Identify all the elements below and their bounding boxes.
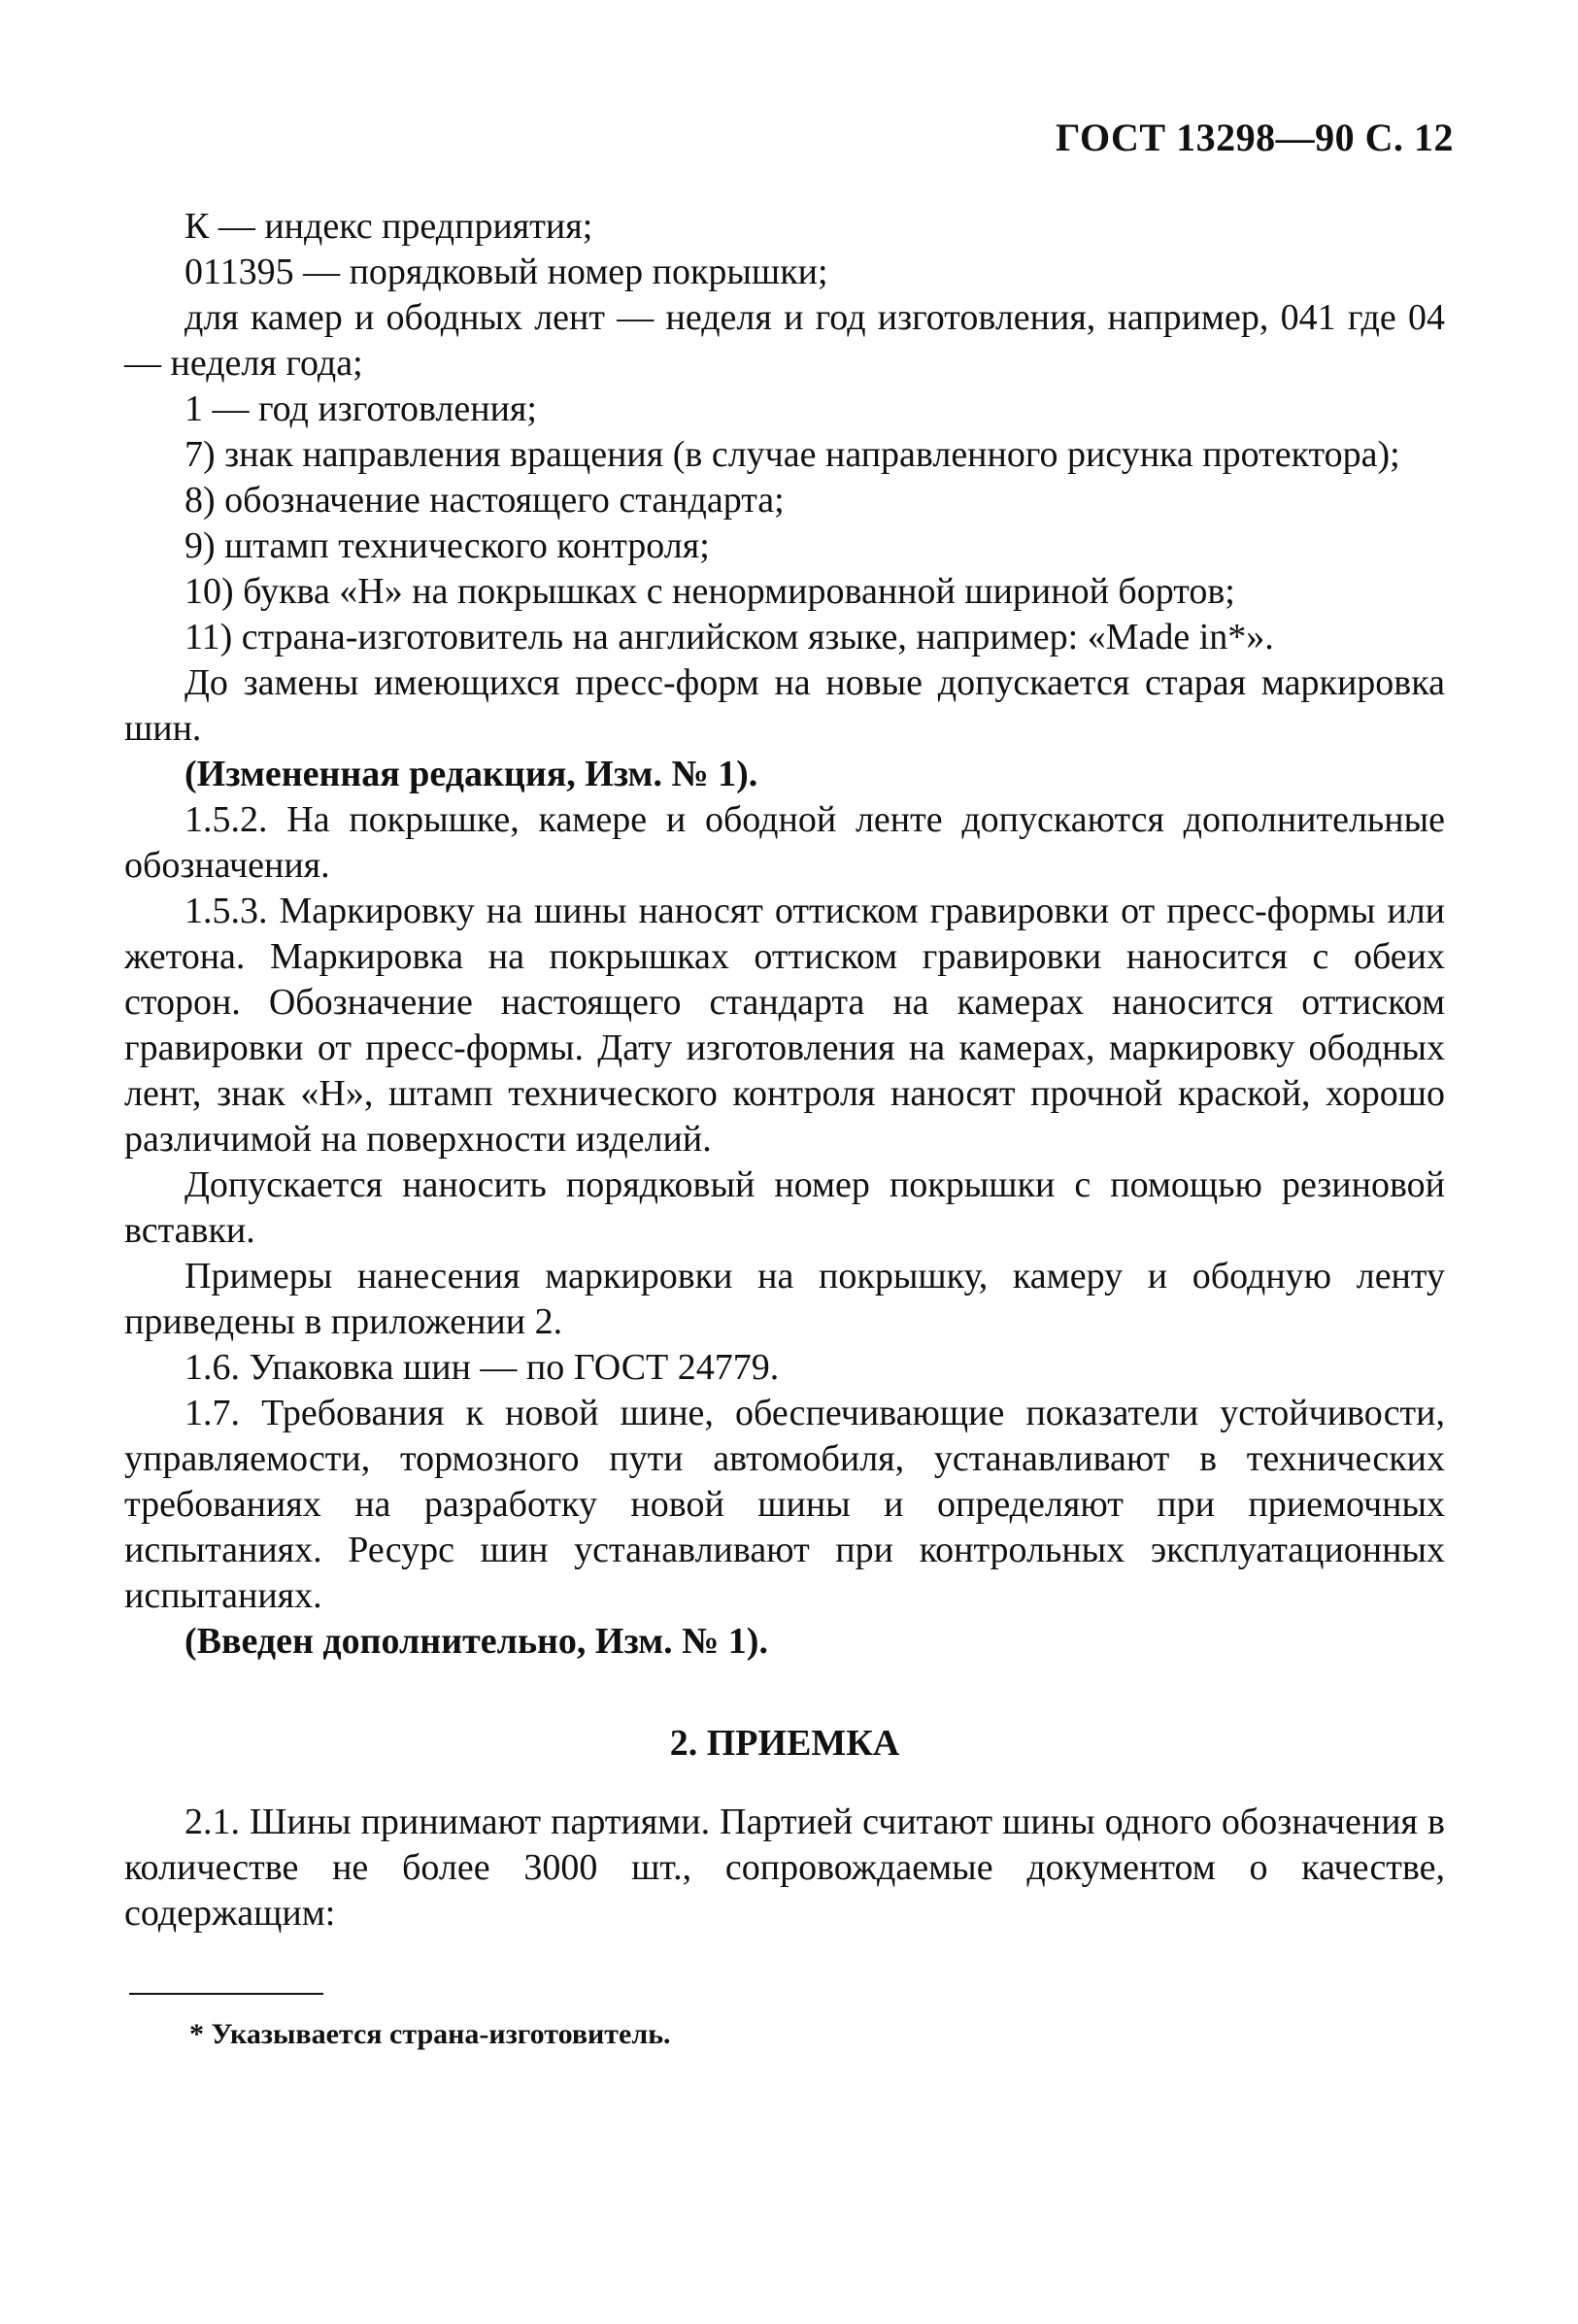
paragraph: К — индекс предприятия; — [185, 206, 593, 247]
paragraph: До замены имеющихся пресс-форм на новые допускается старая маркировка шин. — [124, 662, 1445, 749]
footnote-divider — [129, 1993, 323, 1995]
paragraph: Допускается наносить порядковый номер покрышки с помощью резиновой вставки. — [124, 1164, 1445, 1251]
paragraph: 11) страна-изготовитель на английском языке, например: «Made in*». — [185, 617, 1274, 657]
paragraph: 1.7. Требования к новой шине, обеспечивающие показатели устойчивости, управляемости, тормозного пути автомобиля, устанавливают в технических требованиях на разработку новой шины и определяют при приемочных испытаниях. Ресурс шин устанавливают при контрольных эксплуатационных испытаниях. — [124, 1393, 1445, 1616]
paragraph: 8) обозначение настоящего стандарта; — [185, 480, 785, 521]
amendment-note: (Введен дополнительно, Изм. № 1). — [185, 1621, 768, 1662]
paragraph: 1.5.2. На покрышке, камере и ободной ленте допускаются дополнительные обозначения. — [124, 799, 1445, 886]
paragraph: 7) знак направления вращения (в случае направленного рисунка протектора); — [185, 434, 1400, 475]
paragraph: 1.5.3. Маркировку на шины наносят оттиском гравировки от пресс-формы или жетона. Маркировка на покрышках оттиском гравировки наносится с обеих сторон. Обозначение настоящего стандарта на камерах наносится оттиском гравировки от пресс-формы. Дату изготовления на камерах, маркировку ободных лент, знак «Н», штамп технического контроля наносят прочной краской, хорошо различимой на поверхности изделий. — [124, 891, 1445, 1160]
footnote: * Указывается страна-изготовитель. — [189, 2018, 671, 2050]
paragraph: 10) буква «Н» на покрышках с ненормированной шириной бортов; — [185, 571, 1235, 612]
paragraph: 1 — год изготовления; — [185, 388, 537, 429]
amendment-note: (Измененная редакция, Изм. № 1). — [185, 754, 758, 794]
paragraph: Примеры нанесения маркировки на покрышку, камеру и ободную ленту приведены в приложении 2. — [124, 1256, 1445, 1342]
document-body — [124, 204, 1445, 1937]
paragraph: 1.6. Упаковка шин — по ГОСТ 24779. — [185, 1347, 780, 1388]
paragraph: для камер и ободных лент — неделя и год изготовления, например, 041 где 04 — неделя года; — [124, 297, 1445, 384]
page-header: ГОСТ 13298—90 С. 12 — [1055, 116, 1454, 159]
paragraph: 9) штамп технического контроля; — [185, 525, 710, 566]
section-title: 2. ПРИЕМКА — [669, 1723, 900, 1764]
paragraph: 2.1. Шины принимают партиями. Партией считают шины одного обозначения в количестве не более 3000 шт., сопровождаемые документом о качестве, содержащим: — [124, 1802, 1445, 1934]
paragraph: 011395 — порядковый номер покрышки; — [185, 252, 828, 292]
